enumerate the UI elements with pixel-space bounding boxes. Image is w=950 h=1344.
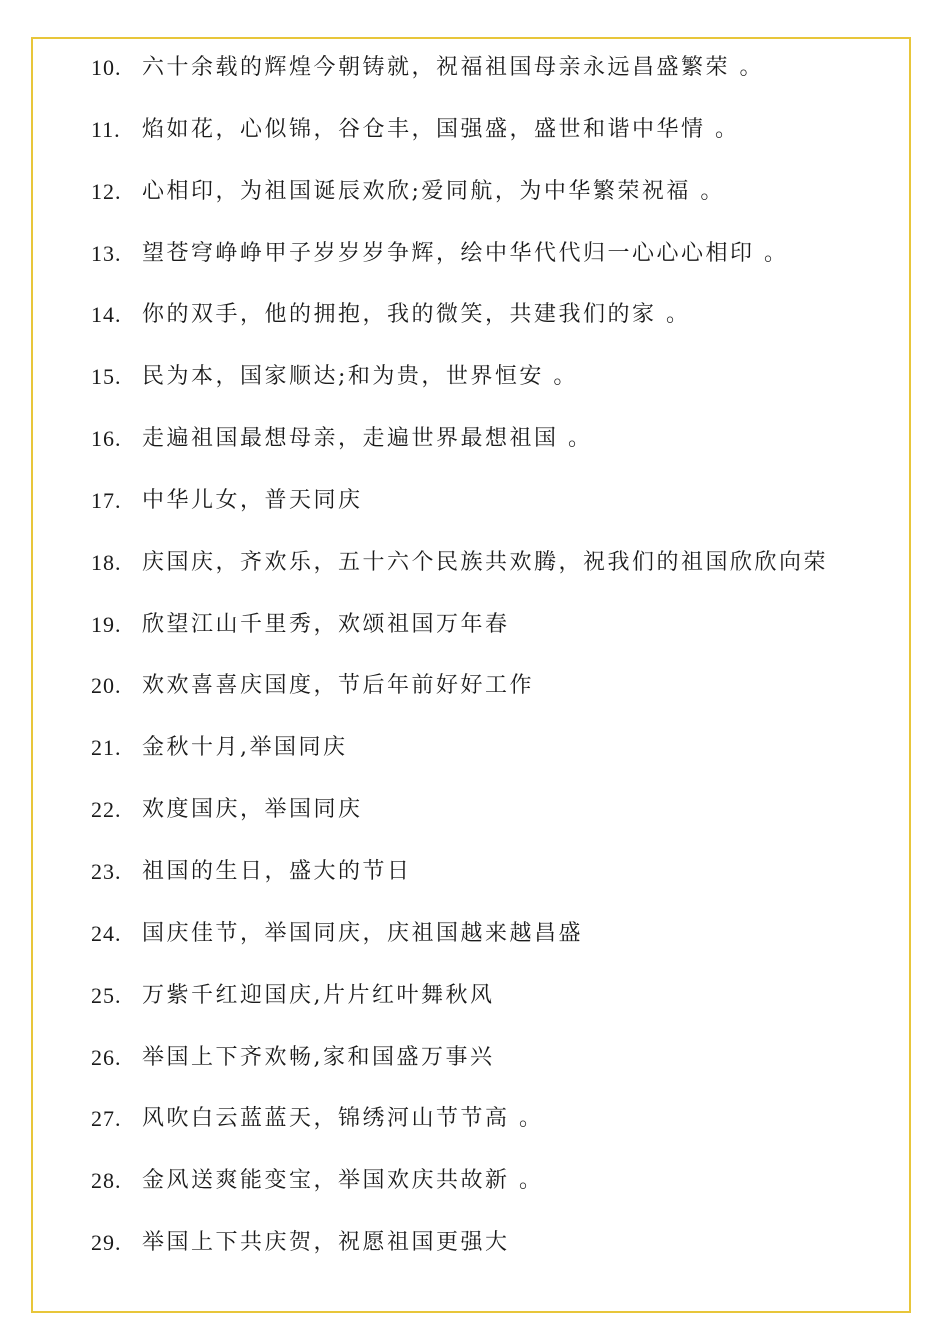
- item-text: 祖国的生日，盛大的节日: [142, 858, 412, 884]
- list-item: [91, 852, 828, 914]
- item-text: 六十余载的辉煌今朝铸就，祝福祖国母亲永远昌盛繁荣 。: [142, 55, 764, 80]
- item-text: 金秋十月,举国同庆: [142, 735, 348, 761]
- list-item: [91, 295, 828, 357]
- item-number: 12.: [91, 178, 122, 204]
- list-item: [91, 357, 828, 419]
- item-number: 20.: [91, 673, 122, 699]
- item-number: 24.: [91, 920, 122, 946]
- item-number: 26.: [91, 1044, 122, 1070]
- item-text: 庆国庆，齐欢乐，五十六个民族共欢腾，祝我们的祖国欣欣向荣: [142, 549, 829, 575]
- item-number: 16.: [91, 426, 122, 452]
- list-item: [91, 914, 828, 976]
- item-text: 中华儿女，普天同庆: [142, 487, 363, 513]
- list-item: [91, 790, 828, 852]
- list-item: [91, 481, 828, 543]
- item-number: 23.: [91, 858, 122, 884]
- item-text: 焰如花，心似锦，谷仓丰，国强盛，盛世和谐中华情 。: [142, 116, 740, 142]
- item-number: 17.: [91, 487, 122, 513]
- item-number: 13.: [91, 240, 122, 266]
- list-item: [91, 48, 828, 110]
- item-text: 金风送爽能变宝，举国欢庆共故新 。: [142, 1168, 544, 1194]
- list-item: [91, 976, 828, 1038]
- item-text: 心相印，为祖国诞辰欢欣;爱同航，为中华繁荣祝福 。: [142, 178, 725, 204]
- item-text: 你的双手，他的拥抱，我的微笑，共建我们的家 。: [142, 302, 691, 328]
- list-item: [91, 1161, 828, 1223]
- item-number: 11.: [91, 116, 121, 142]
- item-text: 风吹白云蓝蓝天，锦绣河山节节高 。: [142, 1106, 544, 1132]
- item-text: 万紫千红迎国庆,片片红叶舞秋风: [142, 982, 495, 1008]
- item-number: 19.: [91, 611, 122, 637]
- item-text: 望苍穹峥峥甲子岁岁岁争辉，绘中华代代归一心心心相印 。: [142, 240, 789, 266]
- list-item: [91, 1223, 828, 1285]
- item-text: 欢度国庆，举国同庆: [142, 797, 363, 823]
- item-number: 28.: [91, 1168, 122, 1194]
- item-number: 21.: [91, 735, 122, 761]
- item-text: 举国上下齐欢畅,家和国盛万事兴: [142, 1044, 495, 1070]
- item-number: 15.: [91, 364, 122, 390]
- slogan-list: [91, 48, 828, 1285]
- item-text: 国庆佳节，举国同庆，庆祖国越来越昌盛: [142, 920, 584, 946]
- item-text: 欣望江山千里秀，欢颂祖国万年春: [142, 611, 510, 637]
- item-number: 10.: [91, 55, 122, 80]
- item-text: 欢欢喜喜庆国度，节后年前好好工作: [142, 673, 535, 699]
- item-number: 27.: [91, 1106, 122, 1132]
- item-number: 25.: [91, 982, 122, 1008]
- list-item: [91, 666, 828, 728]
- item-number: 29.: [91, 1230, 122, 1256]
- item-text: 民为本，国家顺达;和为贵，世界恒安 。: [142, 364, 578, 390]
- list-item: [91, 1038, 828, 1100]
- item-text: 走遍祖国最想母亲，走遍世界最想祖国 。: [142, 426, 593, 452]
- item-number: 22.: [91, 797, 122, 823]
- list-item: [91, 543, 828, 605]
- list-item: [91, 172, 828, 234]
- list-item: [91, 728, 828, 790]
- list-item: [91, 1099, 828, 1161]
- item-number: 14.: [91, 302, 122, 328]
- list-item: [91, 605, 828, 667]
- list-item: [91, 234, 828, 296]
- list-item: [91, 419, 828, 481]
- item-text: 举国上下共庆贺，祝愿祖国更强大: [142, 1230, 510, 1256]
- item-number: 18.: [91, 549, 122, 575]
- list-item: [91, 110, 828, 172]
